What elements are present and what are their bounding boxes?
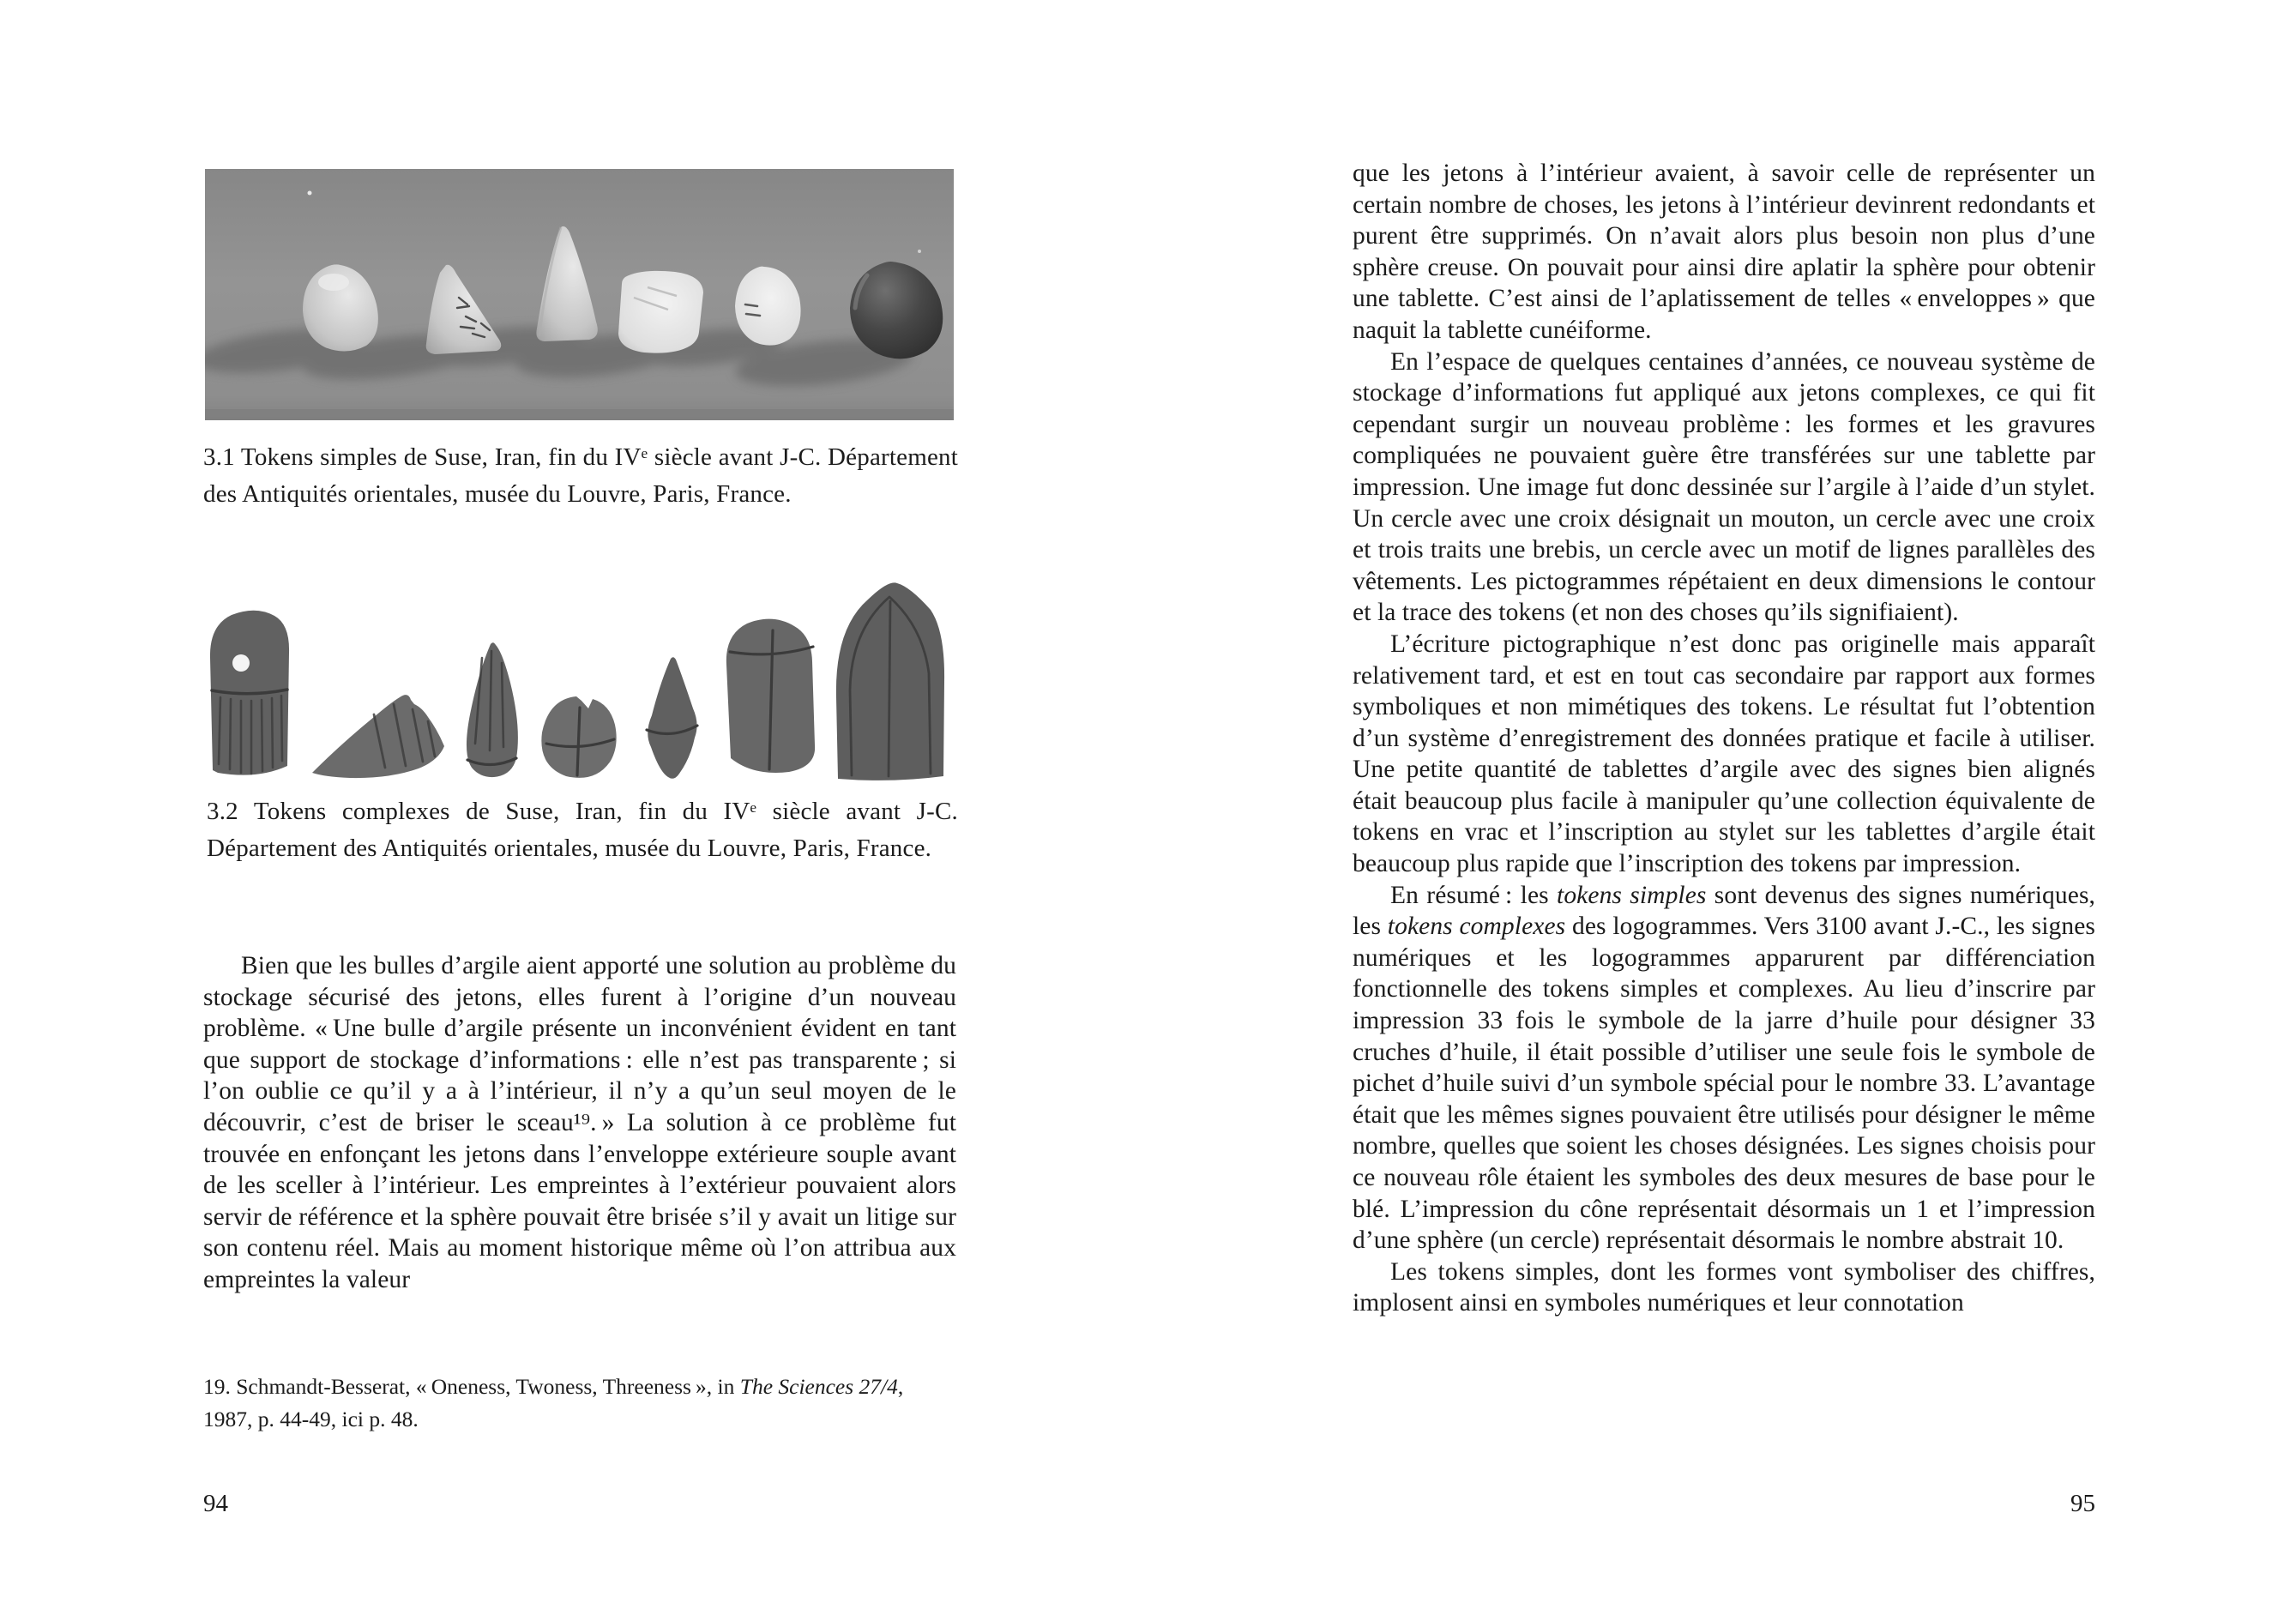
- page-right-text: [1353, 158, 2095, 1319]
- figure-3-2-photo: [206, 562, 952, 785]
- figure-3-1-caption: 3.1 Tokens simples de Suse, Iran, fin du IVᵉ siècle avant J-C. Département des Antiquités orientales, musée du Louvre, Paris, France.: [203, 443, 958, 508]
- figure-3-1-photo: [205, 169, 954, 420]
- paragraph-nouveau-systeme: En l’espace de quelques centaines d’années, ce nouveau système de stockage d’informations fut appliqué aux jetons complexes, ce qui fit cependant surgir un nouveau problème : les formes et les gravures compliquées ne pouvaient guère être transférées sur une tablette par impression. Une image fut donc dessinée sur l’argile à l’aide d’un stylet. Un cercle avec une croix désignait un mouton, un cercle avec une croix et trois traits une brebis, un cercle avec un motif de lignes parallèles des vêtements. Les pictogrammes répétaient en deux dimensions le contour et la trace des tokens (et non des choses qu’ils signifiaient).: [1353, 347, 2095, 627]
- simple-tokens-photo-image: [205, 169, 954, 420]
- token-scarab: [726, 619, 815, 773]
- token-perforated-tablet: [210, 611, 289, 775]
- photo-bottom-edge: [205, 409, 954, 420]
- italic-tokens-simples: tokens simples: [1557, 881, 1707, 909]
- page-number-left: 94: [203, 1490, 228, 1517]
- token-bicone: [647, 657, 697, 779]
- complex-tokens-photo-image: [206, 562, 952, 785]
- token-cylinder: [618, 271, 703, 353]
- text-segment: des logogrammes. Vers 3100 avant J.-C., les signes numériques et les logogrammes apparurent par différenciation fonctionnelle des tokens simples et complexes. Au lieu d’inscrire par impression 33 fois le symbole de la jarre d’huile pour désigner 33 cruches d’huile, il était possible d’utiliser une seule fois le symbole de pichet d’huile suivi d’un symbole spécial pour le nombre 33. L’avantage était que les mêmes signes pouvaient être utilisés pour désigner le même nombre, quelles que soient les choses désignées. Les signes choisis pour ce nouveau rôle étaient les symboles des deux mesures de base pour le blé. L’impression du cône représentait désormais un 1 et l’impression d’une sphère (un cercle) représentait désormais le nombre abstrait 10.: [1353, 913, 2095, 1255]
- text-segment: En résumé : les: [1390, 881, 1558, 909]
- italic-tokens-complexes: tokens complexes: [1387, 913, 1566, 941]
- footnote-19: [203, 1371, 956, 1436]
- paragraph-ecriture-pictographique: L’écriture pictographique n’est donc pas originelle mais apparaît relativement tard, et est en tout cas secondaire par rapport aux formes symboliques et non mimétiques des tokens. Le résultat fut l’obtention d’un système d’enregistrement des données pratique et facile à utiliser. Une petite quantité de tablettes d’argile avec des signes bien alignés était beaucoup plus facile à manipuler qu’une collection équivalente de tokens en vrac et l’inscription au stylet sur les tablettes d’argile était beaucoup plus rapide que l’inscription des tokens par impression.: [1353, 630, 2095, 878]
- token-disc-with-cross: [541, 696, 616, 778]
- page-left-text: [203, 950, 956, 1296]
- footnote-text-segment: , 1987, p. 44-49, ici p. 48.: [203, 1374, 904, 1431]
- footnote-text-segment: 19. Schmandt-Besserat, « Oneness, Twoness, Threeness », in: [203, 1374, 740, 1399]
- paragraph-en-resume: [1353, 880, 2095, 1256]
- paragraph-continuation: que les jetons à l’intérieur avaient, à savoir celle de représenter un certain nombre de choses, les jetons à l’intérieur devinrent redondants et purent être supprimés. On n’avait alors plus besoin non plus d’une sphère creuse. On pouvait pour ainsi dire aplatir la sphère pour obtenir une tablette. C’est ainsi de l’aplatissement de telles « enveloppes » que naquit la tablette cunéiforme.: [1353, 160, 2095, 344]
- paragraph-bulles-argile: Bien que les bulles d’argile aient apporté une solution au problème du stockage sécurisé des jetons, elles furent à l’origine d’un nouveau problème. « Une bulle d’argile présente un inconvénient évident en tant que support de stockage d’informations : elle n’est pas transparente ; si l’on oublie ce qu’il y a à l’intérieur, il n’y a qu’un seul moyen de le découvrir, c’est de briser le sceau¹⁹. » La solution à ce problème fut trouvée en enfonçant les jetons dans l’enveloppe extérieure souple avant de les sceller à l’intérieur. Les empreintes à l’extérieur pouvaient alors servir de référence et la sphère pouvait être brisée s’il y avait un litige sur son contenu réel. Mais au moment historique même où l’on attribua aux empreintes la valeur: [203, 952, 956, 1293]
- footnote-journal-title: The Sciences 27/4: [739, 1374, 898, 1399]
- token-teardrop: [467, 642, 518, 777]
- figure-3-2-caption: 3.2 Tokens complexes de Suse, Iran, fin du IVᵉ siècle avant J-C. Département des Antiquités orientales, musée du Louvre, Paris, France.: [207, 798, 958, 862]
- paragraph-tokens-simples: Les tokens simples, dont les formes vont symboliser des chiffres, implosent ainsi en symboles numériques et leur connotation: [1353, 1257, 2095, 1317]
- token-dome: [836, 582, 944, 780]
- text-segment: sont devenus des signes numériques, les: [1353, 881, 2096, 941]
- token-fin: [312, 695, 444, 778]
- page-number-right: 95: [2070, 1490, 2095, 1517]
